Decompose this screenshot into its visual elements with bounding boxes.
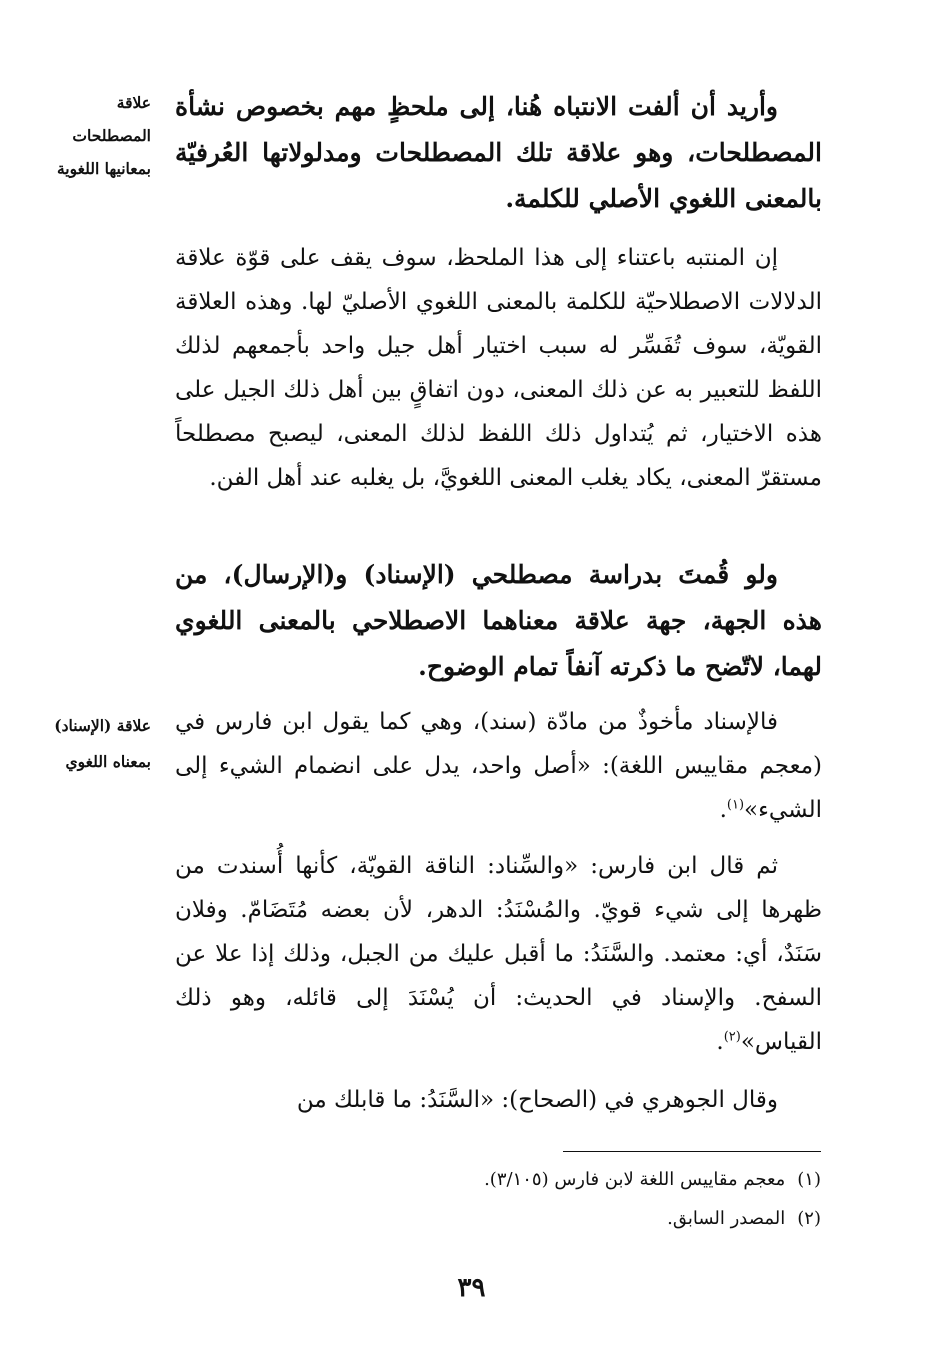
paragraph-relation: إن المنتبه باعتناء إلى هذا الملحظ، سوف يقف على قوّة علاقة الدلالات الاصطلاحيّة للكلمة بالمعنى اللغوي الأصليّ لها. وهذه العلاقة القويّة، سوف تُفَسِّر له سبب اختيار أهل جيل واحد بأجمعهم لذلك اللفظ للتعبير به عن ذلك المعنى، دون اتفاقٍ بين أهل ذلك الجيل على هذه الاختيار، ثم يُتداول ذلك اللفظ لذلك المعنى، ليصبح مصطلحاً مستقرّ المعنى، يكاد يغلب المعنى اللغويَّ، بل يغلبه عند أهل الفن.	[175, 245, 822, 491]
paragraph-isnad-origin: فالإسناد مأخوذٌ من مادّة (سند)، وهي كما يقول ابن فارس في (معجم مقاييس اللغة): «أصل واحد، يدل على انضمام الشيء إلى الشيء»$^{(١)}$.	[175, 709, 822, 823]
main-text	[175, 1078, 822, 1122]
footnote-divider	[563, 1151, 821, 1152]
main-text	[175, 844, 822, 1064]
paragraph-ibn-faris: ثم قال ابن فارس: «والسِّناد: الناقة القويّة، كأنها أُسندت من ظهرها إلى شيء قويّ. والمُسْنَدُ: الدهر، لأن بعضه مُتَضَامّ. وفلان سَنَدٌ، أي: معتمد. والسَّنَدُ: ما أقبل عليك من الجبل، وذلك إذا علا عن السفح. والإسناد في الحديث: أن يُسْنَدَ إلى قائله، وهو ذلك القياس»$^{(٢)}$.	[175, 853, 822, 1055]
sidenote-line: بمعناه اللغوي	[65, 752, 151, 771]
paragraph-text: ثم قال ابن فارس: «والسِّناد: الناقة القويّة، كأنها أُسندت من ظهرها إلى شيء قويّ. والمُسْنَدُ: الدهر، لأن بعضه مُتَضَامّ. وفلان سَنَدٌ، أي: معتمد. والسَّنَدُ: ما أقبل عليك من الجبل، وذلك إذا علا عن السفح. والإسناد في الحديث: أن يُسْنَدَ إلى قائله، وهو ذلك القياس»	[175, 853, 822, 1055]
sidenote-terms-meanings	[1, 86, 151, 185]
footnote-ref: (٢)	[723, 1029, 741, 1045]
paragraph-isnad-irsal: ولو قُمتَ بدراسة مصطلحي (الإسناد) و(الإرسال)، من هذه الجهة، جهة علاقة معناهما الاصطلاحي بالمعنى اللغوي لهما، لاتّضح ما ذكرته آنفاً تمام الوضوح.	[175, 560, 822, 681]
main-text	[175, 236, 822, 500]
footnote-ref: (١)	[726, 797, 745, 813]
sidenote-line: علاقة	[116, 93, 151, 112]
sidenote-line: المصطلحات	[72, 126, 151, 145]
sidenote-line: بمعانيها اللغوية	[57, 159, 151, 178]
paragraph-intro: وأريد أن ألفت الانتباه هُنا، إلى ملحظٍ مهم بخصوص نشأة المصطلحات، وهو علاقة تلك المصطلحات ومدلولاتها العُرفيّة بالمعنى اللغوي الأصلي للكلمة.	[175, 92, 822, 213]
main-text	[175, 700, 822, 832]
footnote	[667, 1205, 821, 1233]
footnote	[484, 1166, 821, 1194]
footnote-number: (١)	[797, 1169, 821, 1190]
paragraph-jawhari: وقال الجوهري في (الصحاح): «السَّنَدُ: ما قابلك من	[296, 1087, 778, 1113]
sidenote-isnad-meaning	[1, 708, 151, 780]
footnote-text: معجم مقاييس اللغة لابن فارس (٣/١٠٥).	[484, 1169, 786, 1190]
main-text	[175, 84, 822, 222]
sidenote-line: علاقة (الإسناد)	[54, 716, 151, 735]
paragraph-text: فالإسناد مأخوذٌ من مادّة (سند)، وهي كما يقول ابن فارس في (معجم مقاييس اللغة): «أصل واحد، يدل على انضمام الشيء إلى الشيء»	[175, 709, 822, 823]
main-text	[175, 552, 822, 690]
footnote-text: المصدر السابق.	[667, 1208, 786, 1229]
footnote-number: (٢)	[797, 1208, 821, 1229]
page-number: ٣٩	[457, 1273, 486, 1303]
